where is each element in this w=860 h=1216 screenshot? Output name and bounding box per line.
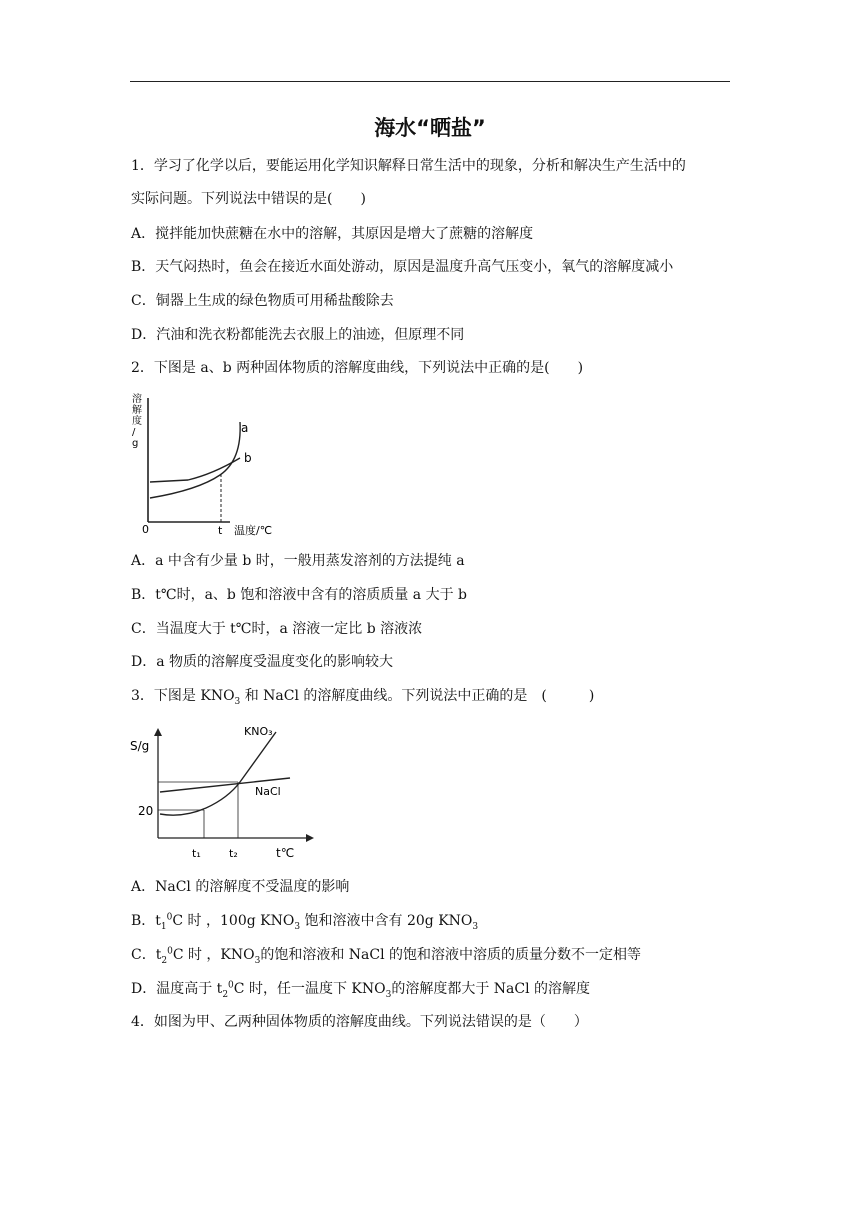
q1-stem-line-1: 1．学习了化学以后，要能运用化学知识解释日常生活中的现象，分析和解决生产生活中的	[131, 158, 686, 174]
q3-t1-label: t₁	[192, 847, 201, 860]
q1-option-a: A．搅拌能加快蔗糖在水中的溶解，其原因是增大了蔗糖的溶解度	[131, 226, 534, 242]
q3-option-c	[131, 946, 641, 964]
q3-stem-sub: 3	[234, 696, 241, 707]
q2-solubility-figure	[128, 390, 293, 540]
q3-c-part2: C 时 ，KNO	[172, 947, 255, 963]
q3-stem-part1: 3．下图是 KNO	[131, 688, 235, 704]
q3-b-sub1: 1	[160, 921, 167, 932]
q2-option-c: C．当温度大于 t℃时，a 溶液一定比 b 溶液浓	[131, 621, 423, 637]
q2-xlabel: 温度/℃	[234, 524, 273, 537]
q3-d-part3: 的溶解度都大于 NaCl 的溶解度	[391, 981, 591, 997]
q3-x-arrow	[306, 834, 314, 842]
q3-c-sub1: 2	[161, 955, 168, 966]
q3-d-part2: C 时，任一温度下 KNO	[233, 981, 386, 997]
page-title: 海水“晒盐”	[374, 116, 486, 140]
q2-option-d: D．a 物质的溶解度受温度变化的影响较大	[131, 654, 394, 670]
q3-c-sup1: 0	[167, 946, 173, 957]
q3-b-sup1: 0	[166, 912, 173, 923]
q3-c-part3: 的饱和溶液和 NaCl 的饱和溶液中溶质的质量分数不一定相等	[260, 947, 642, 963]
q3-kno3-label: KNO₃	[244, 725, 273, 738]
q3-stem	[131, 687, 594, 705]
q3-curve-kno3	[160, 732, 276, 815]
q3-c-sub2: 3	[254, 955, 261, 966]
q2-stem: 2．下图是 a、b 两种固体物质的溶解度曲线，下列说法中正确的是( )	[131, 360, 584, 376]
q2-option-a: A．a 中含有少量 b 时，一般用蒸发溶剂的方法提纯 a	[131, 553, 465, 569]
q4-stem: 4．如图为甲、乙两种固体物质的溶解度曲线。下列说法错误的是（ ）	[131, 1014, 588, 1030]
q3-b-sub2: 3	[294, 921, 301, 932]
q3-d-sub1: 2	[222, 989, 229, 1000]
q1-option-d: D．汽油和洗衣粉都能洗去衣服上的油迹，但原理不同	[131, 327, 465, 343]
q3-nacl-label: NaCl	[255, 785, 281, 798]
q3-option-a: A．NaCl 的溶解度不受温度的影响	[131, 879, 350, 895]
q3-option-b	[131, 912, 478, 930]
q3-ylabel: S/g	[130, 739, 150, 753]
q2-t-label: t	[218, 524, 223, 537]
q3-b-part3: 饱和溶液中含有 20g KNO	[300, 913, 473, 929]
q2-option-b: B．t℃时，a、b 饱和溶液中含有的溶质质量 a 大于 b	[131, 587, 467, 603]
q3-option-d	[131, 980, 590, 998]
q3-c-part1: C．t	[131, 947, 162, 963]
q2-curve-a	[150, 422, 240, 498]
q3-xlabel: t℃	[276, 846, 295, 860]
header-rule	[130, 81, 730, 82]
q2-curve-b-label: b	[244, 451, 252, 465]
q3-d-part1: D．温度高于 t	[131, 981, 223, 997]
q3-y-arrow	[154, 728, 162, 736]
q1-option-c: C．铜器上生成的绿色物质可用稀盐酸除去	[131, 293, 394, 309]
q3-b-sub3: 3	[472, 921, 479, 932]
q3-d-sup1: 0	[228, 980, 234, 991]
q1-stem-line-2: 实际问题。下列说法中错误的是( )	[131, 191, 366, 207]
q3-d-sub2: 3	[385, 989, 392, 1000]
q3-t2-label: t₂	[229, 847, 238, 860]
q1-option-b: B．天气闷热时，鱼会在接近水面处游动，原因是温度升高气压变小，氧气的溶解度减小	[131, 259, 674, 275]
q2-origin-label: 0	[142, 523, 149, 536]
q3-b-part2: C 时 ，100g KNO	[172, 913, 295, 929]
q3-stem-part2: 和 NaCl 的溶解度曲线。下列说法中正确的是 ( )	[240, 688, 595, 704]
q3-y-tick-20: 20	[138, 804, 154, 818]
q3-b-part1: B．t	[131, 913, 161, 929]
q2-curve-a-label: a	[241, 421, 249, 435]
q3-solubility-figure	[128, 718, 318, 868]
q2-ylabel: 溶解度/ g	[132, 394, 142, 449]
